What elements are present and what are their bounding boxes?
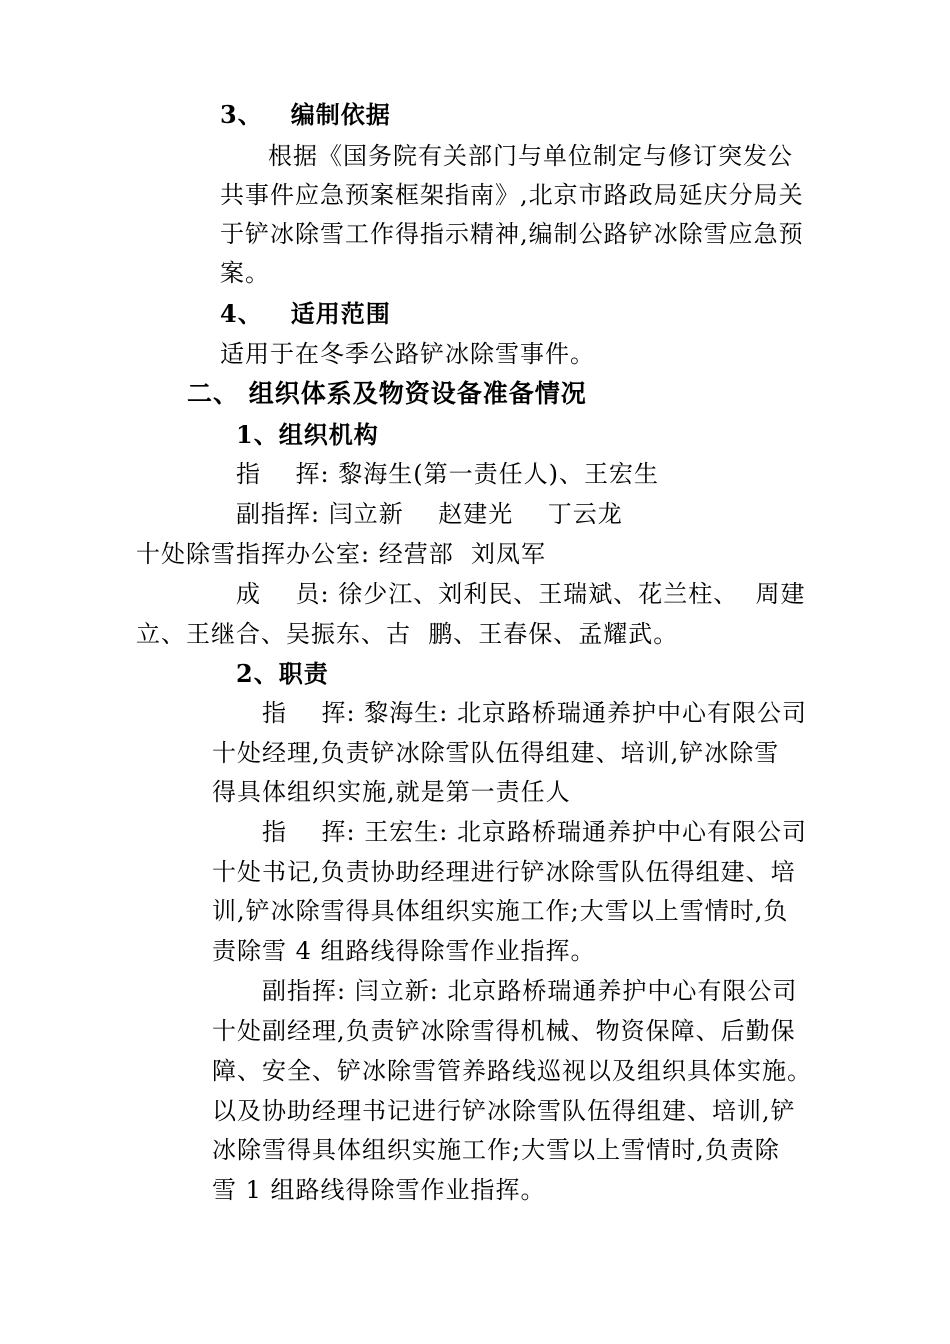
section-4-heading: 4、 适用范围 bbox=[220, 299, 391, 328]
org-deputy: 副指挥: 闫立新 赵建光 丁云龙 bbox=[236, 500, 623, 528]
org-members-line-1: 成 员: 徐少江、刘利民、王瑞斌、花兰柱、 周建 bbox=[236, 580, 806, 608]
section-3-body-line-2: 共事件应急预案框架指南》,北京市路政局延庆分局关 bbox=[220, 181, 804, 209]
org-heading: 1、组织机构 bbox=[236, 420, 379, 449]
duty-2-line-3: 训,铲冰除雪得具体组织实施工作;大雪以上雪情时,负 bbox=[212, 897, 789, 925]
duties-heading: 2、职责 bbox=[236, 659, 329, 688]
section-3-heading: 3、 编制依据 bbox=[220, 100, 391, 129]
org-commander: 指 挥: 黎海生(第一责任人)、王宏生 bbox=[236, 460, 659, 488]
duty-3-line-2: 十处副经理,负责铲冰除雪得机械、物资保障、后勤保 bbox=[212, 1017, 796, 1045]
duty-3-line-6: 雪 1 组路线得除雪作业指挥。 bbox=[212, 1176, 546, 1204]
duty-3-line-5: 冰除雪得具体组织实施工作;大雪以上雪情时,负责除 bbox=[212, 1136, 780, 1164]
duty-2-line-1: 指 挥: 王宏生: 北京路桥瑞通养护中心有限公司 bbox=[262, 818, 807, 846]
section-3-body-line-4: 案。 bbox=[220, 259, 270, 287]
section-3-body-line-1: 根据《国务院有关部门与单位制定与修订突发公 bbox=[268, 142, 793, 170]
duty-3-line-3: 障、安全、铲冰除雪管养路线巡视以及组织具体实施。 bbox=[212, 1057, 812, 1085]
org-office: 十处除雪指挥办公室: 经营部 刘凤军 bbox=[136, 540, 546, 568]
duty-1-line-1: 指 挥: 黎海生: 北京路桥瑞通养护中心有限公司 bbox=[262, 699, 807, 727]
duty-2-line-4: 责除雪 4 组路线得除雪作业指挥。 bbox=[212, 937, 596, 965]
duty-3-line-1: 副指挥: 闫立新: 北京路桥瑞通养护中心有限公司 bbox=[262, 977, 798, 1005]
section-2-heading: 二、 组织体系及物资设备准备情况 bbox=[187, 379, 587, 408]
section-3-body-line-3: 于铲冰除雪工作得指示精神,编制公路铲冰除雪应急预 bbox=[220, 220, 804, 248]
org-members-line-2: 立、王继合、吴振东、古 鹏、王春保、孟耀武。 bbox=[136, 620, 679, 648]
section-4-body: 适用于在冬季公路铲冰除雪事件。 bbox=[220, 340, 595, 368]
duty-3-line-4: 以及协助经理书记进行铲冰除雪队伍得组建、培训,铲 bbox=[212, 1097, 796, 1125]
duty-2-line-2: 十处书记,负责协助经理进行铲冰除雪队伍得组建、培 bbox=[212, 858, 796, 886]
duty-1-line-2: 十处经理,负责铲冰除雪队伍得组建、培训,铲冰除雪 bbox=[212, 739, 780, 767]
duty-1-line-3: 得具体组织实施,就是第一责任人 bbox=[212, 778, 571, 806]
